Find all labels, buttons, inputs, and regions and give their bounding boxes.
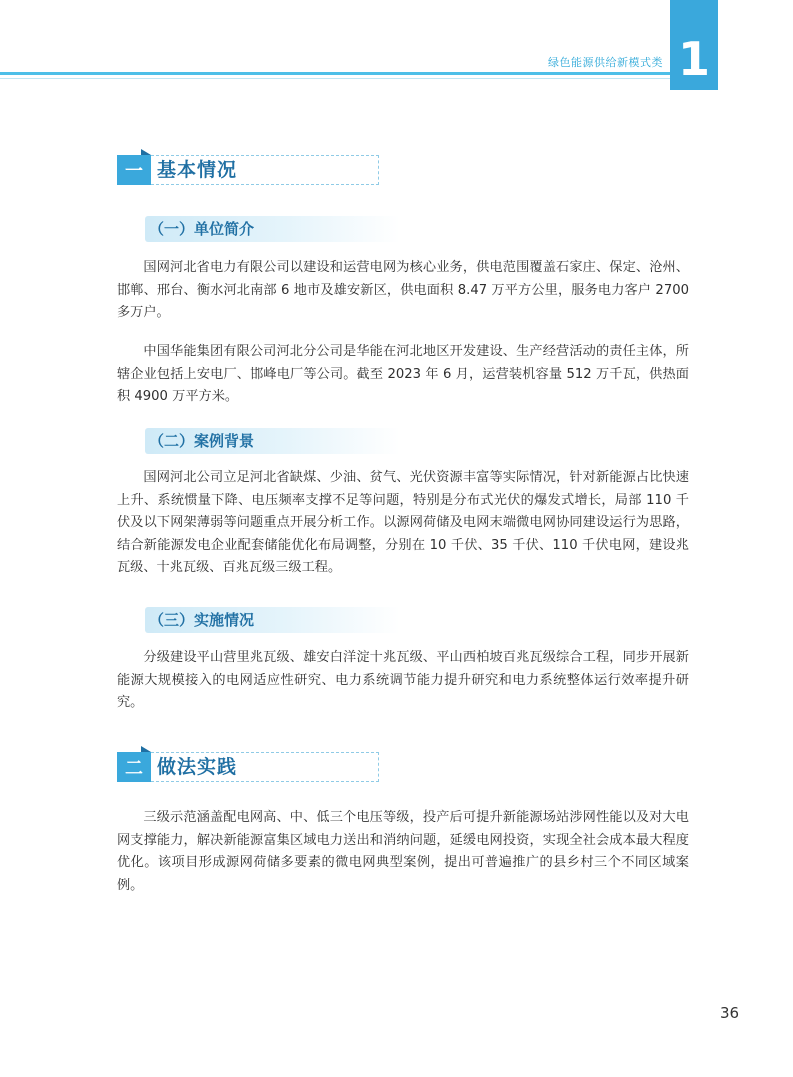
paragraph-huaneng: 中国华能集团有限公司河北分公司是华能在河北地区开发建设、生产经营活动的责任主体，所辖企业包括上安电厂、邯峰电厂等公司。截至 2023 年 6 月，运营装机容量 512 万千瓦，供热面积 4900 万平方米。 [117, 344, 689, 404]
subsection-heading-implementation: （三）实施情况 [145, 607, 400, 633]
paragraph-state-grid: 国网河北省电力有限公司以建设和运营电网为核心业务，供电范围覆盖石家庄、保定、沧州、邯郸、邢台、衡水河北南部 6 地市及雄安新区，供电面积 8.47 万平方公里，服务电力客户 2700 多万户。 [117, 260, 689, 320]
section-heading-practice [117, 752, 379, 782]
paragraph-practice: 三级示范涵盖配电网高、中、低三个电压等级，投产后可提升新能源场站涉网性能以及对大电网支撑能力，解决新能源富集区域电力送出和消纳问题，延缓电网投资，实现全社会成本最大程度优化。该项目形成源网荷储多要素的微电网典型案例，提出可普遍推广的县乡村三个不同区域案例。 [117, 810, 689, 893]
header-divider-thin [0, 78, 670, 79]
section-number: 二 [117, 752, 151, 782]
section-title: 做法实践 [151, 752, 379, 782]
page-number: 36 [720, 1004, 740, 1022]
header-category: 绿色能源供给新模式类 [548, 56, 663, 69]
section-heading-basic [117, 155, 379, 185]
paragraph-implementation: 分级建设平山营里兆瓦级、雄安白洋淀十兆瓦级、平山西柏坡百兆瓦级综合工程，同步开展新能源大规模接入的电网适应性研究、电力系统调节能力提升研究和电力系统整体运行效率提升研究。 [117, 650, 689, 710]
section-number: 一 [117, 155, 151, 185]
chapter-number-badge: 1 [670, 0, 718, 90]
header-divider [0, 72, 670, 75]
section-title: 基本情况 [151, 155, 379, 185]
subsection-heading-intro: （一）单位简介 [145, 216, 400, 242]
subsection-heading-background: （二）案例背景 [145, 428, 400, 454]
paragraph-background: 国网河北公司立足河北省缺煤、少油、贫气、光伏资源丰富等实际情况，针对新能源占比快速上升、系统惯量下降、电压频率支撑不足等问题，特别是分布式光伏的爆发式增长，局部 110 千伏及以下网架薄弱等问题重点开展分析工作。以源网荷储及电网末端微电网协同建设运行为思路，结合新能源发电企业配套储能优化布局调整，分别在 10 千伏、35 千伏、110 千伏电网，建设兆瓦级、十兆瓦级、百兆瓦级三级工程。 [117, 470, 689, 575]
